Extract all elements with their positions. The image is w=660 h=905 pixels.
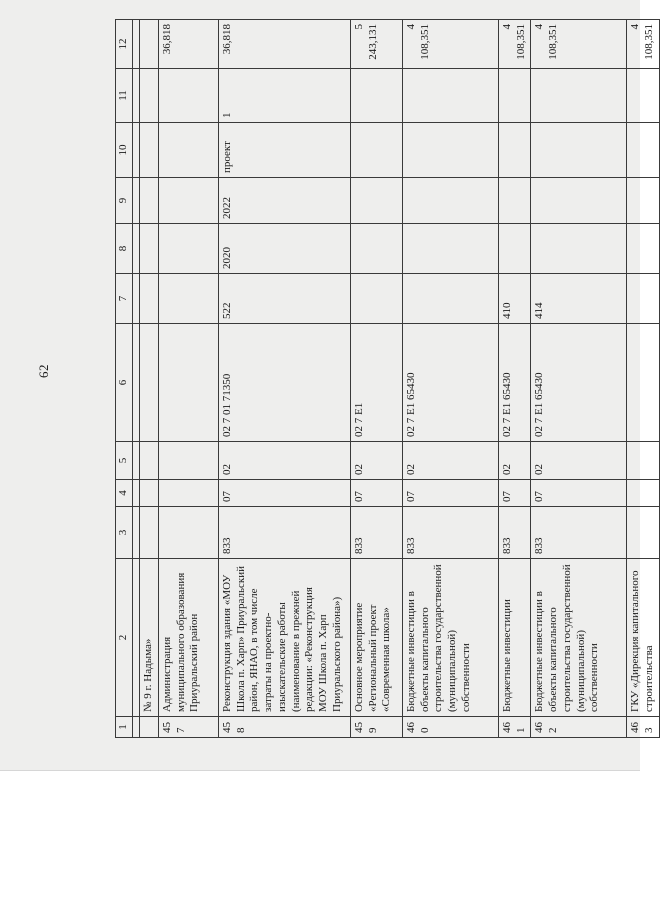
- table-spacer-row: [133, 20, 140, 738]
- table-cell-col-8: [627, 224, 660, 274]
- table-cell-col-10: [140, 123, 159, 178]
- table-cell-col-5: 02: [531, 442, 627, 480]
- header-cell: 12: [116, 20, 133, 69]
- table-cell-col-5: 02: [498, 442, 531, 480]
- table-cell-col-9: [140, 178, 159, 224]
- table-row: [531, 20, 627, 738]
- table-cell-col-1: [140, 717, 159, 738]
- table-cell-col-6: 02 7 E1: [350, 324, 402, 442]
- table-cell-col-12: 4 108,351: [627, 20, 660, 69]
- table-row: [158, 20, 218, 738]
- table-row: [350, 20, 402, 738]
- table-cell-col-12: 4 108,351: [402, 20, 498, 69]
- table-cell-col-12: 36,818: [218, 20, 350, 69]
- header-cell: 4: [116, 480, 133, 507]
- table-cell-col-8: [402, 224, 498, 274]
- table-cell-col-7: 414: [531, 274, 627, 324]
- table-cell-col-1: 462: [531, 717, 627, 738]
- table-cell-col-8: [140, 224, 159, 274]
- table-cell-col-9: [531, 178, 627, 224]
- table-cell-col-10: [627, 123, 660, 178]
- table-cell-col-6: 02 7 E1 65430: [498, 324, 531, 442]
- table-cell-col-11: [402, 69, 498, 123]
- table-cell-col-2: № 9 г. Надыма»: [140, 559, 159, 717]
- table-cell-col-6: [158, 324, 218, 442]
- table-cell-col-4: 07: [218, 480, 350, 507]
- table-cell-col-4: [140, 480, 159, 507]
- table-cell-col-8: [498, 224, 531, 274]
- header-cell: 6: [116, 324, 133, 442]
- table-header-row: [116, 20, 133, 738]
- table-cell-col-9: [158, 178, 218, 224]
- table-cell-col-1: 460: [402, 717, 498, 738]
- table-cell-col-7: [350, 274, 402, 324]
- table-cell-col-5: 02: [350, 442, 402, 480]
- table-cell-col-9: [402, 178, 498, 224]
- table-cell-col-2: Бюджетные инвестиции в объекты капитального строительства государственной (муниципальной) собственности: [531, 559, 627, 717]
- table-row: [402, 20, 498, 738]
- table-cell-col-1: 458: [218, 717, 350, 738]
- header-cell: 1: [116, 717, 133, 738]
- table-cell-col-12: 4 108,351: [531, 20, 627, 69]
- table-cell-col-3: 833: [218, 507, 350, 559]
- table-cell-col-6: 02 7 E1 65430: [402, 324, 498, 442]
- budget-table: [115, 19, 660, 738]
- header-cell: 3: [116, 507, 133, 559]
- table-cell-col-5: 02: [218, 442, 350, 480]
- table-cell-col-6: [627, 324, 660, 442]
- table-cell-col-2: Администрация муниципального образования Приуральский район: [158, 559, 218, 717]
- table-cell-col-10: проект: [218, 123, 350, 178]
- table-cell-col-3: 833: [350, 507, 402, 559]
- table-cell-col-3: [140, 507, 159, 559]
- table-cell-col-3: 833: [402, 507, 498, 559]
- table-cell-col-12: 36,818: [158, 20, 218, 69]
- table-cell-col-5: [627, 442, 660, 480]
- table-cell-col-5: [158, 442, 218, 480]
- table-cell-col-1: 461: [498, 717, 531, 738]
- header-cell: 11: [116, 69, 133, 123]
- table-cell-col-12: 4 108,351: [498, 20, 531, 69]
- table-cell-col-10: [402, 123, 498, 178]
- header-cell: 9: [116, 178, 133, 224]
- table-cell-col-9: [498, 178, 531, 224]
- table-cell-col-9: [350, 178, 402, 224]
- table-cell-col-11: [158, 69, 218, 123]
- table-cell-col-4: 07: [531, 480, 627, 507]
- table-cell-col-9: 2022: [218, 178, 350, 224]
- table-cell-col-4: [158, 480, 218, 507]
- table-cell-col-12: 5 243,131: [350, 20, 402, 69]
- table-cell-col-11: [350, 69, 402, 123]
- table-cell-col-7: 522: [218, 274, 350, 324]
- budget-table-container: [115, 20, 655, 738]
- table-cell-col-6: [140, 324, 159, 442]
- table-row: [627, 20, 660, 738]
- table-row: [140, 20, 159, 738]
- table-cell-col-3: 833: [531, 507, 627, 559]
- table-cell-col-7: [402, 274, 498, 324]
- table-cell-col-10: [498, 123, 531, 178]
- table-cell-col-3: [158, 507, 218, 559]
- table-cell-col-4: 07: [350, 480, 402, 507]
- table-cell-col-7: 410: [498, 274, 531, 324]
- table-cell-col-5: 02: [402, 442, 498, 480]
- table-cell-col-3: [627, 507, 660, 559]
- table-cell-col-10: [350, 123, 402, 178]
- header-cell: 7: [116, 274, 133, 324]
- table-cell-col-12: [140, 20, 159, 69]
- page-number: 62: [36, 364, 51, 378]
- table-cell-col-4: 07: [498, 480, 531, 507]
- table-cell-col-7: [627, 274, 660, 324]
- table-cell-col-2: ГКУ «Дирекция капитального строительства: [627, 559, 660, 717]
- scan-edge: [0, 770, 640, 771]
- table-cell-col-8: [158, 224, 218, 274]
- table-cell-col-4: [627, 480, 660, 507]
- table-cell-col-11: [531, 69, 627, 123]
- table-row: [218, 20, 350, 738]
- table-cell-col-2: Основное мероприятие «Региональный проект «Современная школа»: [350, 559, 402, 717]
- table-cell-col-10: [531, 123, 627, 178]
- header-cell: 2: [116, 559, 133, 717]
- table-cell-col-7: [140, 274, 159, 324]
- header-cell: 10: [116, 123, 133, 178]
- table-cell-col-1: 459: [350, 717, 402, 738]
- table-cell-col-1: 457: [158, 717, 218, 738]
- table-cell-col-8: [531, 224, 627, 274]
- header-cell: 5: [116, 442, 133, 480]
- table-cell-col-4: 07: [402, 480, 498, 507]
- table-cell-col-11: [627, 69, 660, 123]
- table-cell-col-8: [350, 224, 402, 274]
- header-cell: 8: [116, 224, 133, 274]
- table-cell-col-10: [158, 123, 218, 178]
- table-cell-col-6: 02 7 E1 65430: [531, 324, 627, 442]
- table-row: [498, 20, 531, 738]
- table-cell-col-1: 463: [627, 717, 660, 738]
- table-cell-col-8: 2020: [218, 224, 350, 274]
- table-cell-col-11: 1: [218, 69, 350, 123]
- table-cell-col-11: [498, 69, 531, 123]
- table-cell-col-7: [158, 274, 218, 324]
- table-cell-col-11: [140, 69, 159, 123]
- table-cell-col-2: Бюджетные инвестиции в объекты капитального строительства государственной (муниципальной) собственности: [402, 559, 498, 717]
- table-cell-col-2: Бюджетные инвестиции: [498, 559, 531, 717]
- table-cell-col-6: 02 7 01 71350: [218, 324, 350, 442]
- table-cell-col-5: [140, 442, 159, 480]
- table-cell-col-3: 833: [498, 507, 531, 559]
- table-cell-col-9: [627, 178, 660, 224]
- table-cell-col-2: Реконструкция здания «МОУ Школа п. Харп» Приуральский район, ЯНАО, в том числе затраты на проектно-изыскательские работы (наименование в прежней редакции: «Реконструкция МОУ Школа п. Харп Приуральского района»): [218, 559, 350, 717]
